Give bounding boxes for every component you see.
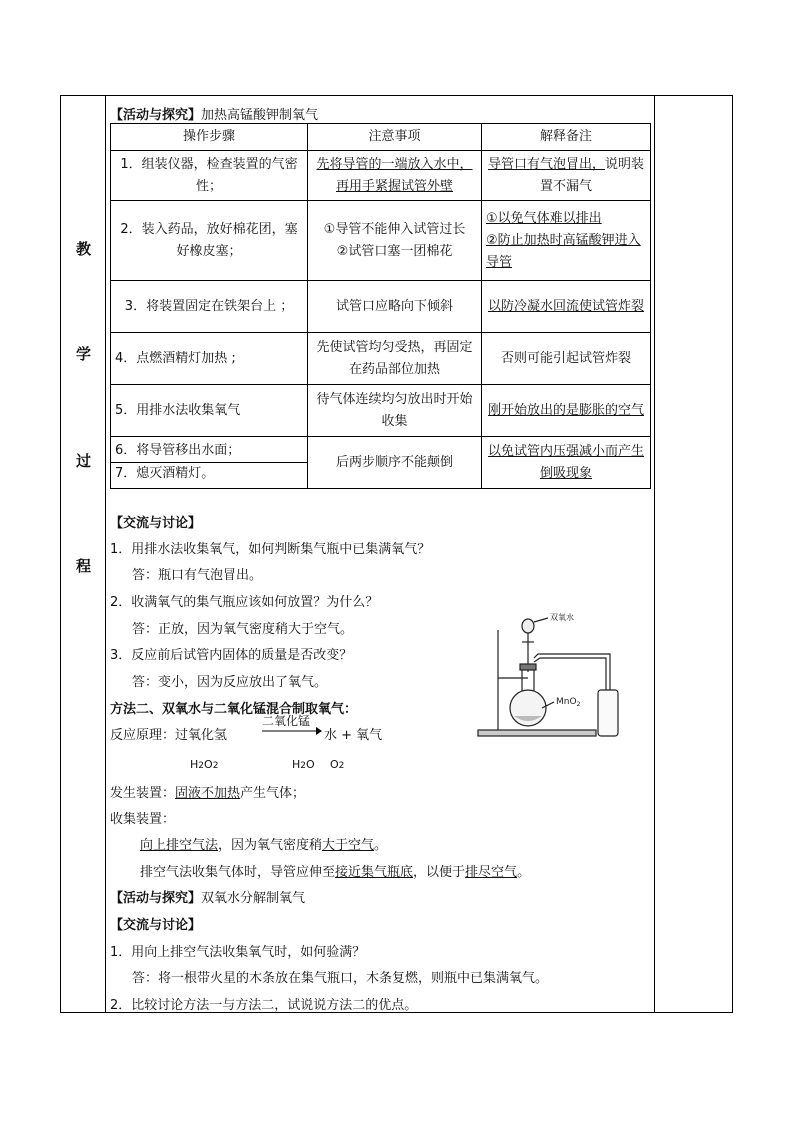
note-cell: 先使试管均匀受热，再固定在药品部位加热 [308,333,482,385]
header-steps: 操作步骤 [111,124,308,151]
formula-h2o2: H2O2 [190,758,219,771]
table-row [111,385,651,437]
header-notes: 注意事项 [308,124,482,151]
answer-4: 答：将一根带火星的木条放在集气瓶口，木条复燃，则瓶中已集满氧气。 [132,971,549,986]
column-divider-right [654,96,655,1012]
steps-table [110,123,651,489]
generator-line: 发生装置：固液不加热产生气体； [110,786,306,801]
answer-2: 答：正放，因为氧气密度稍大于空气。 [132,622,354,637]
explanation-cell: 以免试管内压强减小而产生倒吸现象 [482,437,651,489]
step-cell: 4．点燃酒精灯加热 ; [111,333,308,385]
question-1: 1．用排水法收集氧气，如何判断集气瓶中已集满氧气？ [110,542,431,557]
step-cell: 2．装入药品，放好棉花团，塞好橡皮塞； [111,201,308,281]
note-cell: ①导管不能伸入试管过长 ②试管口塞一团棉花 [308,201,482,281]
oxygen-apparatus-diagram [470,612,640,742]
table-row [111,333,651,385]
reaction-arrow [262,726,322,736]
question-4: 1．用向上排空气法收集氧气时，如何验满？ [110,945,366,960]
note-cell: 后两步顺序不能颠倒 [308,437,482,489]
catalyst-label: 二氧化锰 [262,714,311,728]
label-hydrogen-peroxide: 双氧水 [550,613,574,622]
step-cell: 3．将装置固定在铁架台上 ； [111,281,308,333]
activity1-heading: 【活动与探究】加热高锰酸钾制氧气 [110,108,319,123]
collection-line-2: 排空气法收集气体时，导管应伸至接近集气瓶底，以便于排尽空气。 [140,865,531,880]
side-label-4: 程 [76,557,92,575]
label-mno2: MnO$_2$ [556,697,581,708]
answer-3: 答：变小，因为反应放出了氧气。 [132,675,328,690]
side-label-2: 学 [76,345,92,363]
header-explanation: 解释备注 [482,124,651,151]
table-header-row [111,124,651,151]
table-row [111,281,651,333]
question-3: 3．反应前后试管内固体的质量是否改变？ [110,648,353,663]
formula-o2: O2 [330,758,345,771]
step-cell: 5．用排水法收集氧气 [111,385,308,437]
step-cell: 6．将导管移出水面； 7．熄灭酒精灯。 [111,437,308,489]
step-cell: 1．组装仪器，检查装置的气密性； [111,151,308,201]
column-divider-left [105,96,106,1012]
note-cell: 待气体连续均匀放出时开始收集 [308,385,482,437]
question-2: 2．收满氧气的集气瓶应该如何放置？为什么？ [110,595,379,610]
explanation-cell: 刚开始放出的是膨胀的空气 [482,385,651,437]
answer-1: 答：瓶口有气泡冒出。 [132,568,263,583]
discussion1-heading: 【交流与讨论】 [110,516,202,531]
question-5: 2．比较讨论方法一与方法二，试说说方法二的优点。 [110,998,418,1013]
formula-h2o: H2O [292,758,315,771]
collection-label: 收集装置： [110,812,176,827]
explanation-cell: ①以免气体难以排出 ②防止加热时高锰酸钾进入导管 [482,201,651,281]
reaction-products: 水 + 氧气 [324,728,383,743]
explanation-cell: 导管口有气泡冒出，说明装置不漏气 [482,151,651,201]
discussion2-heading: 【交流与讨论】 [110,918,202,933]
collection-line-1: 向上排空气法，因为氧气密度稍大于空气。 [140,838,388,853]
table-row [111,201,651,281]
explanation-cell: 以防冷凝水回流使试管炸裂 [482,281,651,333]
side-label-1: 教 [76,240,92,258]
activity2-heading: 【活动与探究】双氧水分解制氧气 [110,891,306,906]
explanation-cell: 否则可能引起试管炸裂 [482,333,651,385]
table-row [111,437,651,489]
method2-heading: 方法二、双氧水与二氧化锰混合制取氧气： [110,702,358,717]
reaction-principle: 反应原理：过氧化氢 [110,728,228,743]
note-cell: 先将导管的一端放入水中， 再用手紧握试管外壁 [308,151,482,201]
note-cell: 试管口应略向下倾斜 [308,281,482,333]
table-row [111,151,651,201]
side-label-3: 过 [76,452,92,470]
